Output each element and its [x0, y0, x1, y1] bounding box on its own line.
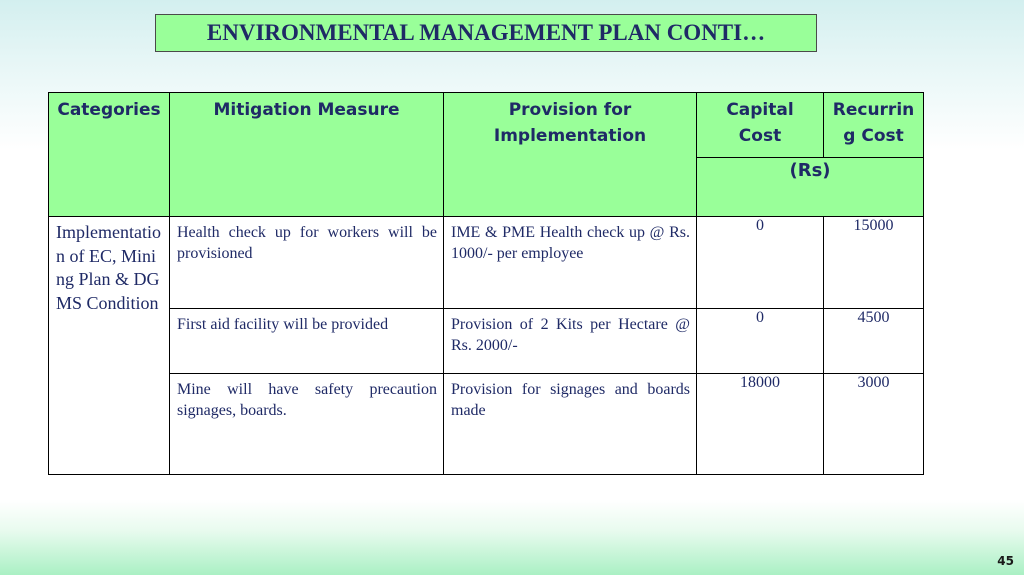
capital-cost-cell: 18000 [697, 374, 824, 475]
table-row [49, 217, 924, 309]
category-cell: Implementation of EC, Mining Plan & DGMS Condition [49, 217, 170, 475]
table-row [49, 309, 924, 374]
header-categories: Categories [49, 93, 170, 217]
recurring-cost-cell: 4500 [824, 309, 924, 374]
emp-table [48, 92, 924, 475]
provision-cell: Provision for signages and boards made [444, 374, 697, 475]
page-number: 45 [997, 554, 1014, 568]
mitigation-cell: First aid facility will be provided [170, 309, 444, 374]
header-provision: Provision for Implementation [444, 93, 697, 217]
mitigation-cell: Health check up for workers will be provisioned [170, 217, 444, 309]
recurring-cost-cell: 15000 [824, 217, 924, 309]
recurring-cost-cell: 3000 [824, 374, 924, 475]
header-mitigation: Mitigation Measure [170, 93, 444, 217]
provision-cell: IME & PME Health check up @ Rs. 1000/- per employee [444, 217, 697, 309]
slide-title: ENVIRONMENTAL MANAGEMENT PLAN CONTI… [155, 14, 817, 52]
header-unit: (Rs) [697, 158, 924, 217]
capital-cost-cell: 0 [697, 217, 824, 309]
header-capital-cost: Capital Cost [697, 93, 824, 158]
table-row [49, 374, 924, 475]
header-row [49, 93, 924, 158]
capital-cost-cell: 0 [697, 309, 824, 374]
provision-cell: Provision of 2 Kits per Hectare @ Rs. 2000/- [444, 309, 697, 374]
header-recurring-cost: Recurring Cost [824, 93, 924, 158]
mitigation-cell: Mine will have safety precaution signages, boards. [170, 374, 444, 475]
